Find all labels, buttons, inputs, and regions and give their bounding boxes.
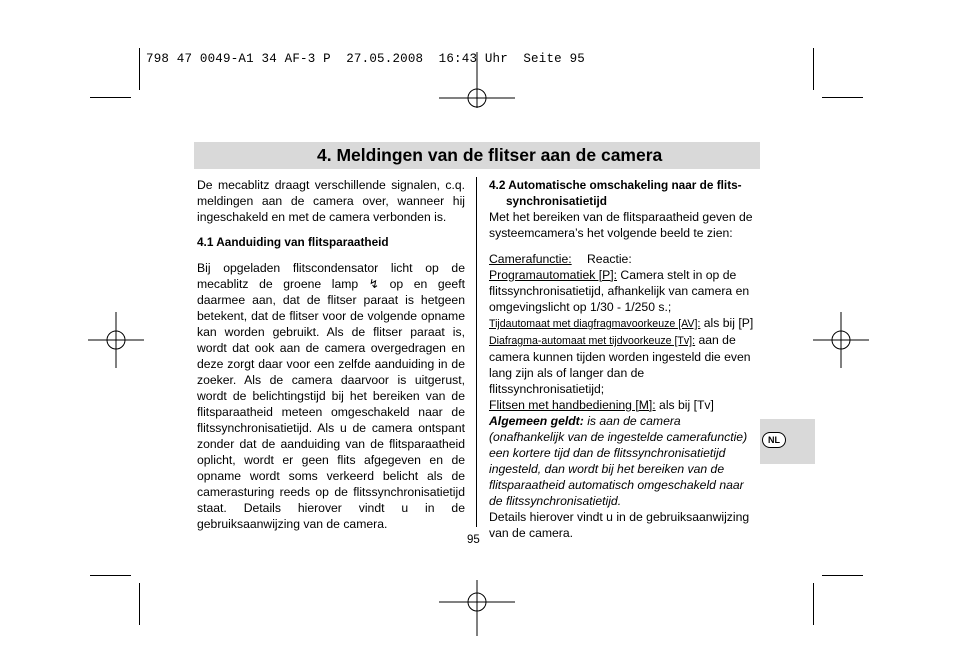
camera-function-header: Camerafunctie:: [489, 252, 572, 266]
sub-heading-line-1: 4.2 Automatische omschakeling naar de flits-: [489, 178, 742, 192]
sub-heading-4-2: [489, 177, 759, 209]
intro-paragraph: De mecablitz draagt verschillende signalen, c.q. meldingen aan de camera over, wanneer hij ingeschakeld en met de camera verbonden is.: [197, 178, 465, 224]
column-divider: [476, 177, 477, 527]
registration-mark: [88, 312, 144, 368]
crop-mark: [90, 575, 131, 576]
print-header: 798 47 0049-A1 34 AF-3 P 27.05.2008 16:43 Uhr Seite 95: [146, 52, 585, 66]
tv-mode-text: aan de camera kunnen tijden worden ingesteld die even lang zijn als of langer dan de flitssynchronisatietijd;: [489, 333, 751, 396]
reaction-header: Reactie:: [587, 252, 632, 266]
sub-heading-line-2: synchronisatietijd: [506, 194, 607, 208]
crop-mark: [813, 583, 814, 625]
sub-heading-4-1: 4.1 Aanduiding van flitsparaatheid: [197, 235, 389, 249]
manual-mode-label: Flitsen met handbediening [M]:: [489, 398, 656, 412]
crop-mark: [822, 97, 863, 98]
program-mode-label: Programautomatiek [P]:: [489, 268, 618, 282]
program-mode-text: Camera stelt in op de flitssynchronisatietijd, afhankelijk van camera en omgevingslicht op 1/30 - 1/250 s.;: [489, 268, 750, 314]
body-text-rest: op en geeft daarmee aan, dat de flitser paraat is hetgeen betekent, dat de flitser voor de volgende opname kan worden gebruikt. Als de flitser paraat is, wordt dat ook aan de camera overgedragen en deze zorgt daar voor een zelfde aanduiding in de zoeker. Als de camera daarvoor is uitgerust, wordt de belichtingstijd bij het bereiken van de flitsparaatheid meteen omgeschakeld naar de flitssynchronisatietijd. Als u de camera ontspant zonder dat de aanduiding van de flitsparaatheid oplicht, wordt er geen flits afgegeven en de opname wordt soms verkeerd belicht als de camerasturing reeds op de flitssynchronisatietijd staat. Details hierover vindt u in de gebruiksaanwijzing van de camera.: [197, 277, 465, 531]
crop-mark: [813, 48, 814, 90]
registration-mark: [813, 312, 869, 368]
av-mode-label: Tijdautomaat met diagfragmavoorkeuze [AV]:: [489, 318, 701, 330]
crop-mark: [822, 575, 863, 576]
body-text-start: Bij opgeladen flitscondensator licht op de mecablitz de groene lamp: [197, 261, 465, 291]
section-title: 4. Meldingen van de flitser aan de camera: [317, 145, 663, 165]
program-mode-entry: [489, 267, 759, 315]
crop-mark: [90, 97, 131, 98]
left-column: [197, 177, 465, 532]
av-mode-entry: [489, 315, 759, 332]
language-badge: NL: [762, 432, 786, 448]
crop-mark: [139, 583, 140, 625]
column-headers: [489, 251, 759, 267]
page-number: 95: [467, 534, 480, 546]
av-mode-text: als bij [P]: [700, 316, 754, 330]
body-paragraph: [197, 260, 465, 532]
general-note-text: is aan de camera (onafhankelijk van de ingestelde camerafunctie) een kortere tijd dan de flitssynchronisatietijd ingesteld, dan wordt bij het bereiken van de flitsparaatheid automatisch omgeschakeld naar de flitssynchronisatietijd.: [489, 414, 748, 508]
manual-mode-entry: [489, 397, 759, 413]
intro-paragraph: Met het bereiken van de flitsparaatheid geven de systeemcamera’s het volgende beeld te zien:: [489, 210, 753, 240]
right-column: [489, 177, 759, 541]
details-note: Details hierover vindt u in de gebruiksaanwijzing van de camera.: [489, 510, 750, 540]
general-note: [489, 413, 759, 509]
manual-mode-text: als bij [Tv]: [655, 398, 714, 412]
general-note-label: Algemeen geldt:: [489, 414, 584, 428]
tv-mode-label: Diafragma-automaat met tijdvoorkeuze [Tv]:: [489, 335, 696, 347]
tv-mode-entry: [489, 332, 759, 397]
crop-mark: [139, 48, 140, 90]
registration-mark: [437, 580, 517, 636]
flash-icon: ↯: [368, 277, 379, 291]
